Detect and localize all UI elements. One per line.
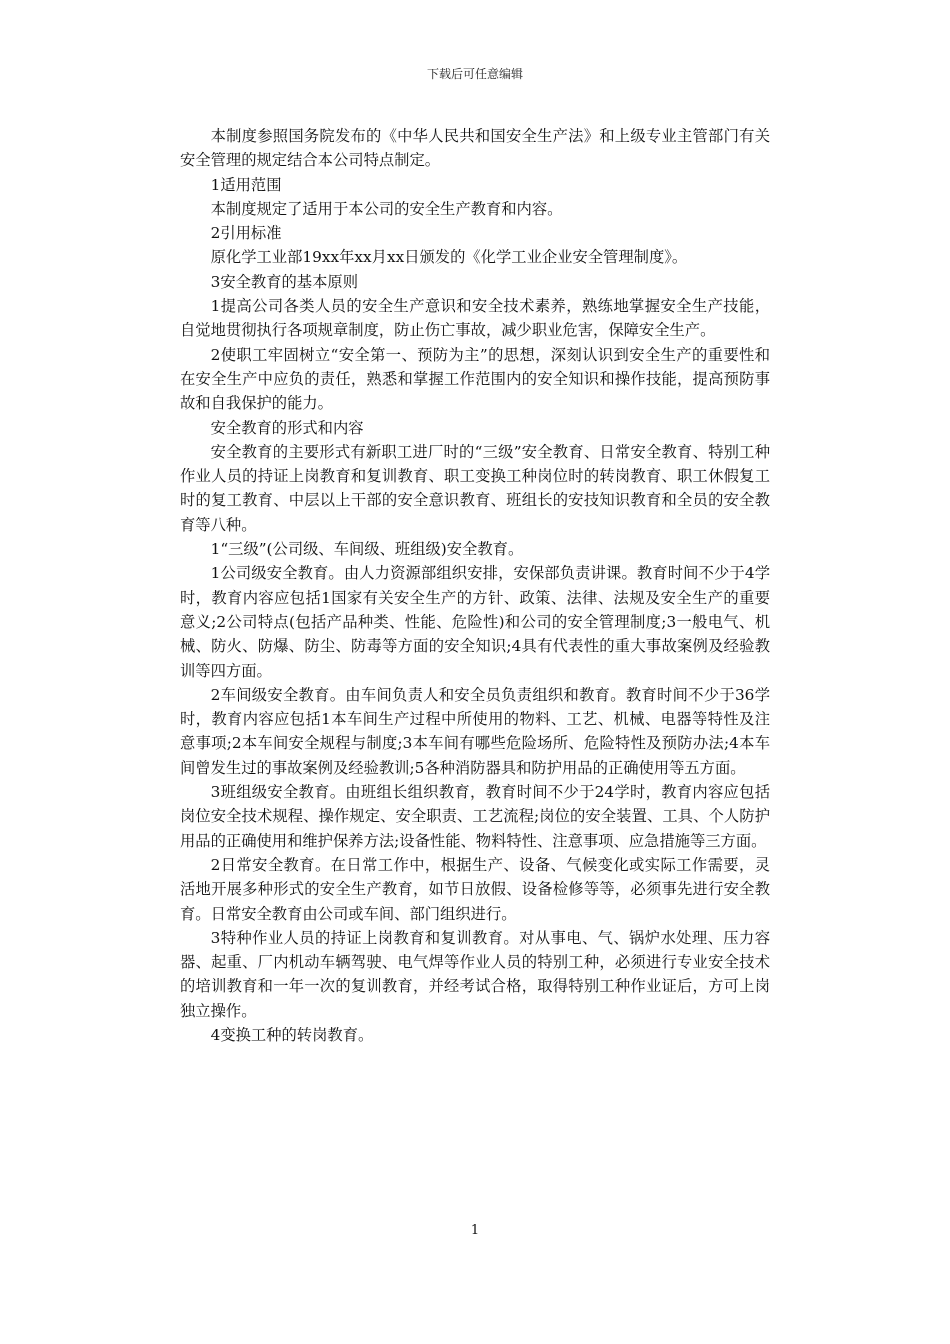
paragraph-forms: 安全教育的主要形式有新职工进厂时的“三级”安全教育、日常安全教育、特别工种作业人员的持证上岗教育和复训教育、职工变换工种岗位时的转岗教育、职工休假复工时的复工教育、中层以上干部的安全意识教育、班组长的安技知识教育和全员的安全教育等八种。 <box>180 442 770 534</box>
heading-forms: 安全教育的形式和内容 <box>210 418 364 437</box>
heading-three-level: 1“三级”(公司级、车间级、班组级)安全教育。 <box>210 540 524 559</box>
paragraph-references: 原化学工业部19xx年xx月xx日颁发的《化学工业企业安全管理制度》。 <box>210 248 688 267</box>
paragraph-principle-2: 2使职工牢固树立“安全第一、预防为主”的思想，深刻认识到安全生产的重要性和在安全生产中应负的责任，熟悉和掌握工作范围内的安全知识和操作技能，提高预防事故和自我保护的能力。 <box>180 345 770 413</box>
heading-references: 2引用标准 <box>210 224 282 243</box>
paragraph-special-operations: 3特种作业人员的持证上岗教育和复训教育。对从事电、气、锅炉水处理、压力容器、起重、厂内机动车辆驾驶、电气焊等作业人员的特别工种，必须进行专业安全技术的培训教育和一年一次的复训教育，并经考试合格，取得特别工种作业证后，方可上岗独立操作。 <box>180 928 770 1020</box>
paragraph-team-level: 3班组级安全教育。由班组长组织教育，教育时间不少于24学时，教育内容应包括岗位安全技术规程、操作规定、安全职责、工艺流程;岗位的安全装置、工具、个人防护用品的正确使用和维护保养方法;设备性能、物料特性、注意事项、应急措施等三方面。 <box>180 783 770 850</box>
heading-scope: 1适用范围 <box>210 175 282 194</box>
paragraph-intro: 本制度参照国务院发布的《中华人民共和国安全生产法》和上级专业主管部门有关安全管理的规定结合本公司特点制定。 <box>180 127 770 170</box>
page-number: 1 <box>470 1223 480 1238</box>
paragraph-job-transfer: 4变换工种的转岗教育。 <box>210 1025 374 1044</box>
document-body <box>180 124 770 1047</box>
paragraph-daily-education: 2日常安全教育。在日常工作中，根据生产、设备、气候变化或实际工作需要，灵活地开展多种形式的安全生产教育，如节日放假、设备检修等等，必须事先进行安全教育。日常安全教育由公司或车间、部门组织进行。 <box>180 855 770 923</box>
heading-principles: 3安全教育的基本原则 <box>210 272 358 291</box>
page-header: 下载后可任意编辑 <box>426 67 523 81</box>
paragraph-workshop-level: 2车间级安全教育。由车间负责人和安全员负责组织和教育。教育时间不少于36学时，教育内容应包括1本车间生产过程中所使用的物料、工艺、机械、电器等特性及注意事项;2本车间安全规程与制度;3本车间有哪些危险场所、危险特性及预防办法;4本车间曾发生过的事故案例及经验教训;5各种消防器具和防护用品的正确使用等五方面。 <box>180 685 770 777</box>
paragraph-principle-1: 1提高公司各类人员的安全生产意识和安全技术素养，熟练地掌握安全生产技能，自觉地贯彻执行各项规章制度，防止伤亡事故，减少职业危害，保障安全生产。 <box>180 297 770 340</box>
paragraph-scope: 本制度规定了适用于本公司的安全生产教育和内容。 <box>210 199 563 218</box>
paragraph-company-level: 1公司级安全教育。由人力资源部组织安排，安保部负责讲课。教育时间不少于4学时，教育内容应包括1国家有关安全生产的方针、政策、法律、法规及安全生产的重要意义;2公司特点(包括产品种类、性能、危险性)和公司的安全管理制度;3一般电气、机械、防火、防爆、防尘、防毒等方面的安全知识;4具有代表性的重大事故案例及经验教训等四方面。 <box>180 564 770 680</box>
